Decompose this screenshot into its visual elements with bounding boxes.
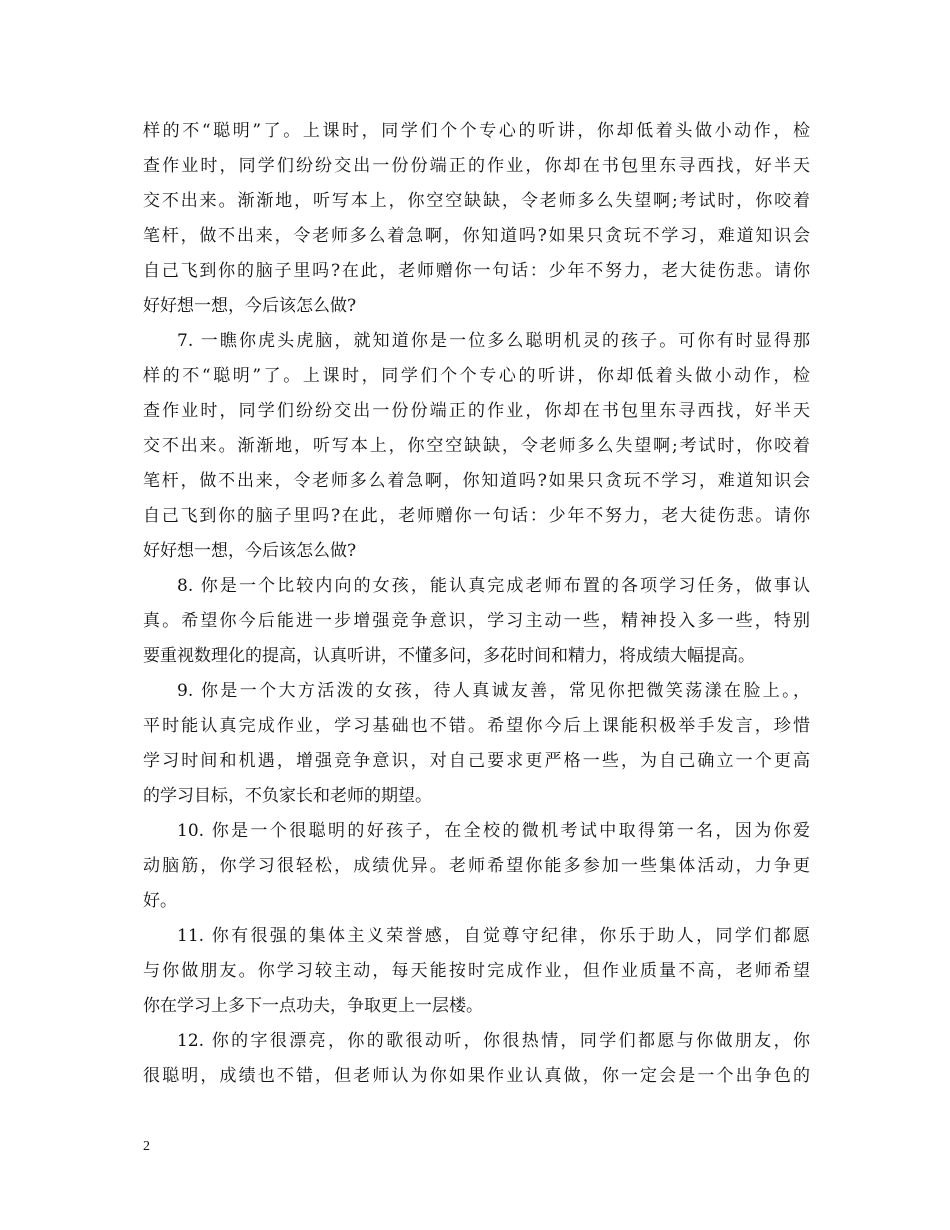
text-line: 9. 你是一个大方活泼的女孩，待人真诚友善，常见你把微笑荡漾在脸上。， — [177, 681, 810, 701]
text-line: 10. 你是一个很聪明的好孩子，在全校的微机考试中取得第一名，因为你爱 — [177, 821, 810, 841]
text-line: 交不出来。渐渐地，听写本上，你空空缺缺，令老师多么失望啊;考试时，你咬着 — [143, 191, 810, 211]
page-number: 2 — [143, 1139, 150, 1154]
text-line: 笔杆，做不出来，令老师多么着急啊，你知道吗?如果只贪玩不学习，难道知识会 — [143, 226, 810, 246]
text-line: 自己飞到你的脑子里吗?在此，老师赠你一句话：少年不努力，老大徒伤悲。请你 — [143, 261, 810, 281]
text-line: 好好想一想，今后该怎么做? — [143, 296, 357, 316]
text-line: 查作业时，同学们纷纷交出一份份端正的作业，你却在书包里东寻西找，好半天 — [143, 401, 810, 421]
text-line: 好好想一想，今后该怎么做? — [143, 541, 357, 561]
text-line: 自己飞到你的脑子里吗?在此，老师赠你一句话：少年不努力，老大徒伤悲。请你 — [143, 506, 810, 526]
text-line: 8. 你是一个比较内向的女孩，能认真完成老师布置的各项学习任务，做事认 — [177, 576, 810, 596]
text-line: 的学习目标，不负家长和老师的期望。 — [143, 786, 432, 806]
text-line: 与你做朋友。你学习较主动，每天能按时完成作业，但作业质量不高，老师希望 — [143, 961, 810, 981]
text-line: 好。 — [143, 891, 177, 911]
text-line: 样的不“聪明”了。上课时，同学们个个专心的听讲，你却低着头做小动作，检 — [143, 121, 810, 141]
text-line: 学习时间和机遇，增强竞争意识，对自己要求更严格一些，为自己确立一个更高 — [143, 751, 810, 771]
text-line: 很聪明，成绩也不错，但老师认为你如果作业认真做，你一定会是一个出争色的 — [143, 1066, 810, 1086]
text-line: 11. 你有很强的集体主义荣誉感，自觉尊守纪律，你乐于助人，同学们都愿 — [177, 926, 810, 946]
text-line: 你在学习上多下一点功夫，争取更上一层楼。 — [143, 996, 483, 1016]
text-line: 要重视数理化的提高，认真听讲，不懂多问，多花时间和精力，将成绩大幅提高。 — [143, 646, 755, 666]
text-line: 真。希望你今后能进一步增强竞争意识，学习主动一些，精神投入多一些，特别 — [143, 611, 810, 631]
document-body — [143, 114, 810, 1094]
text-line: 交不出来。渐渐地，听写本上，你空空缺缺，令老师多么失望啊;考试时，你咬着 — [143, 436, 810, 456]
text-line: 7. 一瞧你虎头虎脑，就知道你是一位多么聪明机灵的孩子。可你有时显得那 — [177, 331, 810, 351]
text-line: 平时能认真完成作业，学习基础也不错。希望你今后上课能积极举手发言，珍惜 — [143, 716, 810, 736]
text-line: 样的不“聪明”了。上课时，同学们个个专心的听讲，你却低着头做小动作，检 — [143, 366, 810, 386]
text-line: 笔杆，做不出来，令老师多么着急啊，你知道吗?如果只贪玩不学习，难道知识会 — [143, 471, 810, 491]
text-line: 动脑筋，你学习很轻松，成绩优异。老师希望你能多参加一些集体活动，力争更 — [143, 856, 810, 876]
text-line: 12. 你的字很漂亮，你的歌很动听，你很热情，同学们都愿与你做朋友，你 — [177, 1031, 810, 1051]
text-line: 查作业时，同学们纷纷交出一份份端正的作业，你却在书包里东寻西找，好半天 — [143, 156, 810, 176]
